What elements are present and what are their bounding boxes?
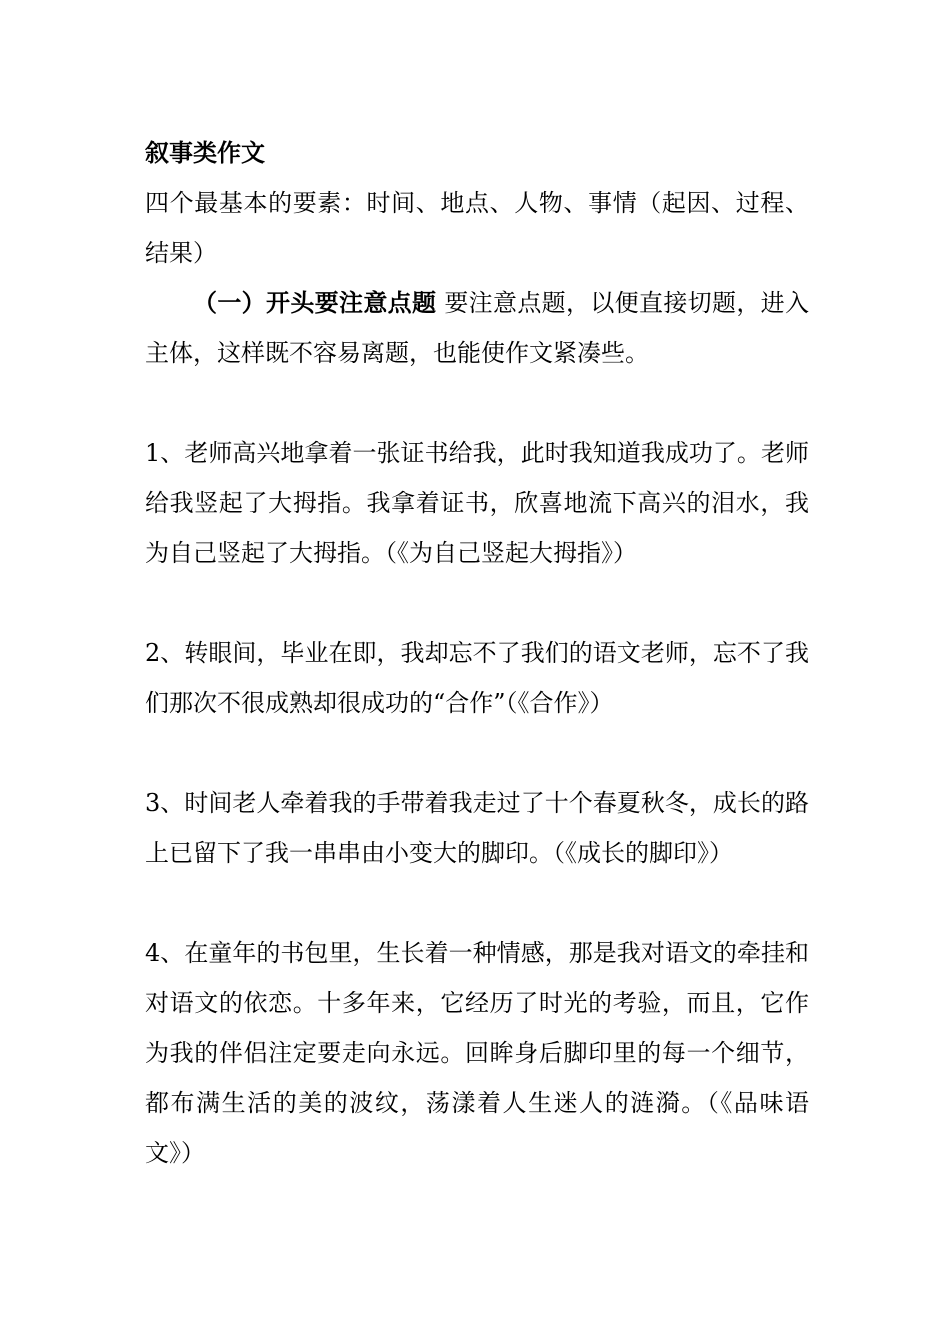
- elements-line: 四个最基本的要素：时间、地点、人物、事情（起因、过程、结果）: [145, 189, 809, 267]
- example-paragraph-2: 2、转眼间，毕业在即，我却忘不了我们的语文老师，忘不了我们那次不很成熟却很成功的“合作”（《合作》）: [145, 639, 809, 717]
- spacer: [145, 878, 809, 928]
- example-paragraph-1: 1、老师高兴地拿着一张证书给我，此时我知道我成功了。老师给我竖起了大拇指。我拿着证书，欣喜地流下高兴的泪水，我为自己竖起了大拇指。（《为自己竖起大拇指》）: [145, 439, 809, 567]
- spacer: [145, 728, 809, 778]
- section-text: 要注意点题，以便直接切题，进入主体，这样既不容易离题，也能使作文紧凑些。: [145, 289, 809, 367]
- document-title: 叙事类作文: [145, 138, 265, 167]
- section-paragraph: [145, 278, 809, 378]
- section-heading: （一）开头要注意点题: [193, 288, 437, 317]
- example-paragraph-3: 3、时间老人牵着我的手带着我走过了十个春夏秋冬，成长的路上已留下了我一串串由小变大的脚印。（《成长的脚印》）: [145, 789, 809, 867]
- spacer: [145, 578, 809, 628]
- document-page: [145, 128, 809, 1178]
- example-paragraph-4: 4、在童年的书包里，生长着一种情感，那是我对语文的牵挂和对语文的依恋。十多年来，它经历了时光的考验，而且，它作为我的伴侣注定要走向永远。回眸身后脚印里的每一个细节，都布满生活的美的波纹，荡漾着人生迷人的涟漪。（《品味语文》）: [145, 939, 809, 1167]
- spacer: [145, 378, 809, 428]
